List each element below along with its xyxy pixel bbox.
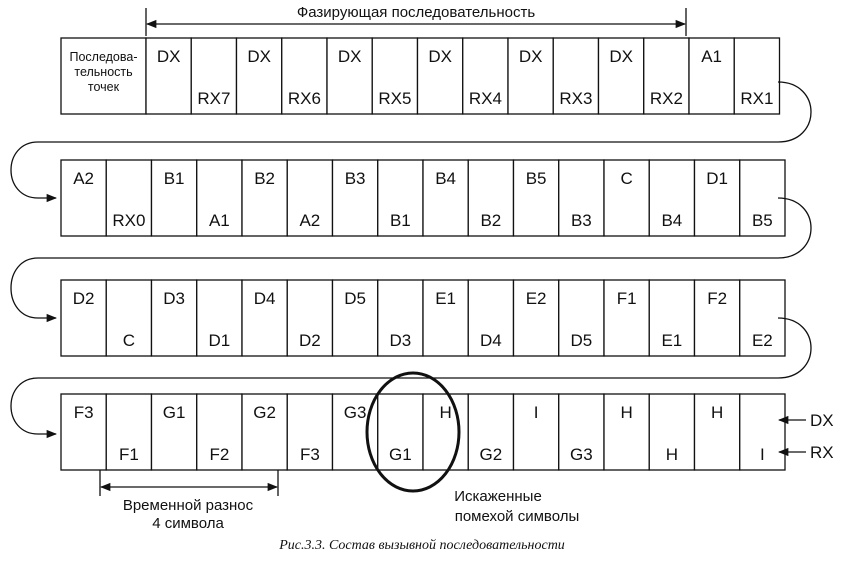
symbol-cell-r2-c4 (197, 160, 242, 236)
symbol-cell-r1-c2 (191, 38, 236, 114)
dx-symbol: D4 (253, 289, 276, 308)
cells-layer (61, 38, 785, 470)
rx-symbol: F2 (209, 445, 230, 464)
symbol-cell-r1-c14 (734, 38, 779, 114)
sequence-row-1 (61, 38, 780, 114)
dx-symbol: B1 (163, 169, 185, 188)
rx-symbol: G2 (479, 445, 503, 464)
symbol-cell-r1-c6 (372, 38, 417, 114)
rx-symbol: B2 (480, 211, 502, 230)
symbol-cell-r1-c12 (644, 38, 689, 114)
channel-legend (779, 411, 834, 462)
symbol-cell-r3-c1 (61, 280, 106, 356)
symbol-cell-r3-c8 (378, 280, 423, 356)
dx-symbol: H (710, 403, 724, 422)
rx-symbol: F1 (118, 445, 139, 464)
symbol-cell-r2-c10 (468, 160, 513, 236)
symbol-cell-r4-c16 (740, 394, 785, 470)
symbol-cell-r4-c11 (514, 394, 559, 470)
symbol-cell-r4-c6 (287, 394, 332, 470)
dx-symbol: F2 (707, 289, 728, 308)
symbol-cell-r2-c7 (333, 160, 378, 236)
dx-symbol: DX (337, 47, 362, 66)
symbol-cell-r1-c13 (689, 38, 734, 114)
distorted-label-line2: помехой символы (454, 508, 580, 525)
rx-symbol: I (760, 445, 765, 464)
symbol-cell-r1-c5 (327, 38, 372, 114)
rx-symbol: D4 (480, 331, 502, 350)
rx-symbol: RX7 (197, 89, 231, 108)
legend-rx-label: RX (810, 443, 834, 462)
dx-symbol: DX (609, 47, 633, 66)
symbol-cell-r1-c9 (508, 38, 553, 114)
dx-symbol: B4 (435, 169, 457, 188)
dx-symbol: D2 (72, 289, 95, 308)
dx-symbol: H (439, 403, 452, 422)
symbol-cell-r3-c7 (333, 280, 378, 356)
rx-symbol: E2 (751, 331, 773, 350)
rx-symbol: A2 (299, 211, 321, 230)
symbol-cell-r2-c9 (423, 160, 468, 236)
symbol-cell-r1-c3 (237, 38, 282, 114)
symbol-cell-r4-c3 (152, 394, 197, 470)
rx-symbol: G1 (389, 445, 412, 464)
rx-symbol: RX2 (649, 89, 683, 108)
dx-symbol: E1 (435, 289, 457, 308)
time-offset-dimension (100, 470, 278, 532)
rx-symbol: RX5 (378, 89, 412, 108)
dx-symbol: B5 (525, 169, 547, 188)
rx-symbol: RX3 (559, 89, 593, 108)
symbol-cell-r3-c6 (287, 280, 332, 356)
rx-symbol: RX0 (112, 211, 146, 230)
rx-symbol: RX6 (287, 89, 321, 108)
symbol-cell-r2-c15 (695, 160, 740, 236)
symbol-cell-r3-c5 (242, 280, 287, 356)
symbol-cell-r4-c5 (242, 394, 287, 470)
symbol-cell-r1-c10 (553, 38, 598, 114)
symbol-cell-r4-c10 (468, 394, 513, 470)
symbol-cell-r3-c14 (649, 280, 694, 356)
dx-symbol: B3 (344, 169, 366, 188)
symbol-cell-r3-c4 (197, 280, 242, 356)
symbol-cell-r3-c12 (559, 280, 604, 356)
dx-symbol: B2 (254, 169, 276, 188)
symbol-cell-r1-c11 (599, 38, 644, 114)
rx-symbol: RX4 (468, 89, 502, 108)
symbol-cell-r2-c14 (649, 160, 694, 236)
distorted-label-line1: Искаженные (454, 488, 542, 505)
rx-symbol: B3 (570, 211, 592, 230)
symbol-cell-r4-c8 (378, 394, 423, 470)
dx-symbol: A1 (701, 47, 723, 66)
symbol-cell-r4-c13 (604, 394, 649, 470)
rx-symbol: B4 (661, 211, 683, 230)
rx-symbol: RX1 (740, 89, 774, 108)
dx-symbol: D5 (344, 289, 366, 308)
symbol-cell-r1-c7 (418, 38, 463, 114)
symbol-cell-r4-c12 (559, 394, 604, 470)
rx-symbol: A1 (208, 211, 230, 230)
dx-symbol: DX (428, 47, 452, 66)
sequence-row-4 (61, 394, 785, 470)
rx-symbol: B5 (751, 211, 773, 230)
sequence-row-3 (61, 280, 785, 356)
row-connectors (11, 82, 811, 434)
dot-sequence-label-line: тельность (74, 65, 133, 79)
dx-symbol: I (533, 403, 539, 422)
phasing-sequence-label: Фазирующая последовательность (296, 4, 536, 21)
sequence-row-2 (61, 160, 785, 236)
symbol-cell-r4-c9 (423, 394, 468, 470)
symbol-cell-r2-c5 (242, 160, 287, 236)
symbol-cell-r4-c15 (695, 394, 740, 470)
time-offset-label-line1: Временной разнос (122, 497, 254, 514)
dx-symbol: DX (156, 47, 181, 66)
symbol-cell-r4-c1 (61, 394, 106, 470)
rx-symbol: D5 (570, 331, 593, 350)
time-offset-label-line2: 4 символа (152, 515, 224, 532)
symbol-cell-r3-c10 (468, 280, 513, 356)
symbol-cell-r1-c1 (146, 38, 191, 114)
symbol-cell-r3-c11 (514, 280, 559, 356)
dot-sequence-label-line: точек (87, 80, 120, 94)
symbol-cell-r2-c3 (152, 160, 197, 236)
dx-symbol: DX (247, 47, 271, 66)
dx-symbol: D3 (163, 289, 185, 308)
symbol-cell-r3-c9 (423, 280, 468, 356)
rx-symbol: D3 (389, 331, 412, 350)
dx-symbol: G3 (343, 403, 367, 422)
rx-symbol: E1 (661, 331, 683, 350)
symbol-cell-r4-c4 (197, 394, 242, 470)
symbol-cell-r2-c8 (378, 160, 423, 236)
symbol-cell-r1-c8 (463, 38, 508, 114)
dx-symbol: C (620, 169, 633, 188)
rx-symbol: F3 (299, 445, 320, 464)
rx-symbol: D2 (299, 331, 321, 350)
symbol-cell-r1-c4 (282, 38, 327, 114)
symbol-cell-r2-c12 (559, 160, 604, 236)
symbol-cell-r4-c2 (106, 394, 151, 470)
rx-symbol: H (665, 445, 679, 464)
symbol-cell-r2-c11 (514, 160, 559, 236)
dx-symbol: D1 (706, 169, 728, 188)
dot-sequence-label-line: Последова- (69, 50, 138, 64)
symbol-cell-r4-c14 (649, 394, 694, 470)
dx-symbol: E2 (525, 289, 547, 308)
dx-symbol: F3 (73, 403, 94, 422)
dx-symbol: DX (518, 47, 543, 66)
symbol-cell-r2-c13 (604, 160, 649, 236)
symbol-cell-r3-c2 (106, 280, 151, 356)
symbol-cell-r3-c15 (695, 280, 740, 356)
symbol-cell-r2-c6 (287, 160, 332, 236)
legend-dx-label: DX (810, 411, 834, 430)
dx-symbol: F1 (616, 289, 637, 308)
symbol-cell-r2-c1 (61, 160, 106, 236)
phasing-sequence-dimension (146, 4, 686, 36)
rx-symbol: G3 (570, 445, 593, 464)
figure-caption: Рис.3.3. Состав вызывной последовательности (279, 538, 565, 553)
dx-symbol: G1 (162, 403, 186, 422)
dx-symbol: G2 (253, 403, 276, 422)
dx-symbol: H (620, 403, 633, 422)
dx-symbol: A2 (73, 169, 95, 188)
symbol-cell-r3-c13 (604, 280, 649, 356)
rx-symbol: B1 (389, 211, 411, 230)
symbol-cell-r3-c3 (152, 280, 197, 356)
rx-symbol: D1 (208, 331, 231, 350)
rx-symbol: C (122, 331, 136, 350)
symbol-cell-r2-c2 (106, 160, 151, 236)
